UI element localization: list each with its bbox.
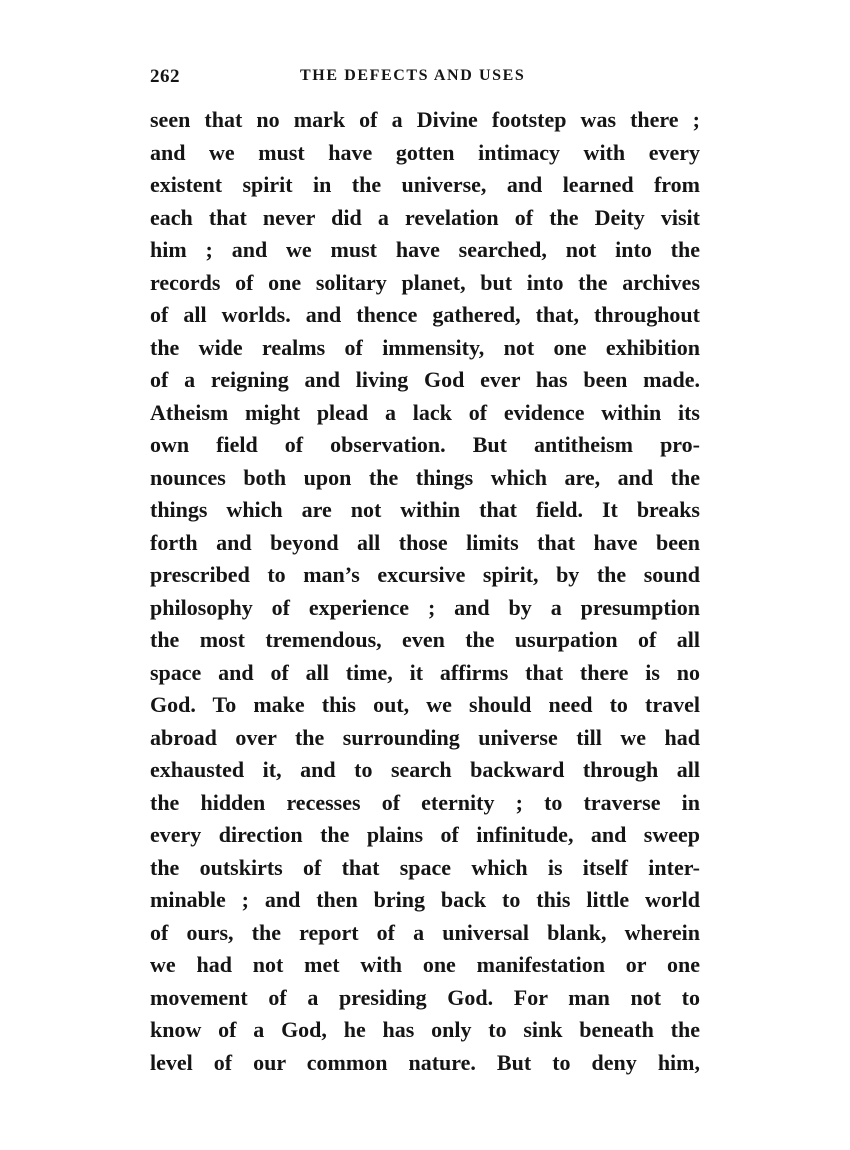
text-line: philosophy of experience ; and by a presumption xyxy=(150,594,700,620)
text-line: the outskirts of that space which is itself inter- xyxy=(150,854,700,880)
page-number: 262 xyxy=(150,66,180,87)
text-line: Atheism might plead a lack of evidence within its xyxy=(150,399,700,425)
text-line: abroad over the surrounding universe till we had xyxy=(150,724,700,750)
text-line: of a reigning and living God ever has been made. xyxy=(150,367,700,392)
text-line: the most tremendous, even the usurpation of all xyxy=(150,627,700,652)
text-line: and we must have gotten intimacy with every xyxy=(150,139,700,165)
text-line: seen that no mark of a Divine footstep was there ; xyxy=(150,107,700,132)
text-line: know of a God, he has only to sink beneath the xyxy=(150,1017,700,1042)
text-line: him ; and we must have searched, not into the xyxy=(150,237,700,262)
text-line: we had not met with one manifestation or one xyxy=(150,952,700,977)
text-line: forth and beyond all those limits that have been xyxy=(150,529,700,555)
text-line: things which are not within that field. It breaks xyxy=(150,497,700,522)
text-line: the hidden recesses of eternity ; to traverse in xyxy=(150,789,700,815)
text-line: of ours, the report of a universal blank, wherein xyxy=(150,919,700,945)
text-line: every direction the plains of infinitude, and sweep xyxy=(150,822,700,847)
text-line: prescribed to man’s excursive spirit, by the sound xyxy=(150,562,700,587)
text-line: space and of all time, it affirms that there is no xyxy=(150,659,700,685)
text-line: each that never did a revelation of the Deity visit xyxy=(150,204,700,230)
text-line: of all worlds. and thence gathered, that, throughout xyxy=(150,302,700,327)
text-line: God. To make this out, we should need to travel xyxy=(150,692,700,717)
text-line: minable ; and then bring back to this little world xyxy=(150,887,700,912)
text-line: existent spirit in the universe, and learned from xyxy=(150,172,700,197)
text-line: level of our common nature. But to deny him, xyxy=(150,1049,700,1075)
body-text xyxy=(150,104,700,1079)
running-head-title: THE DEFECTS AND USES xyxy=(300,67,526,84)
text-line: the wide realms of immensity, not one exhibition xyxy=(150,334,700,360)
text-line: own field of observation. But antitheism pro- xyxy=(150,432,700,457)
text-line: movement of a presiding God. For man not to xyxy=(150,984,700,1010)
text-line: records of one solitary planet, but into the archives xyxy=(150,269,700,295)
text-line: exhausted it, and to search backward through all xyxy=(150,757,700,782)
text-line: nounces both upon the things which are, and the xyxy=(150,464,700,490)
